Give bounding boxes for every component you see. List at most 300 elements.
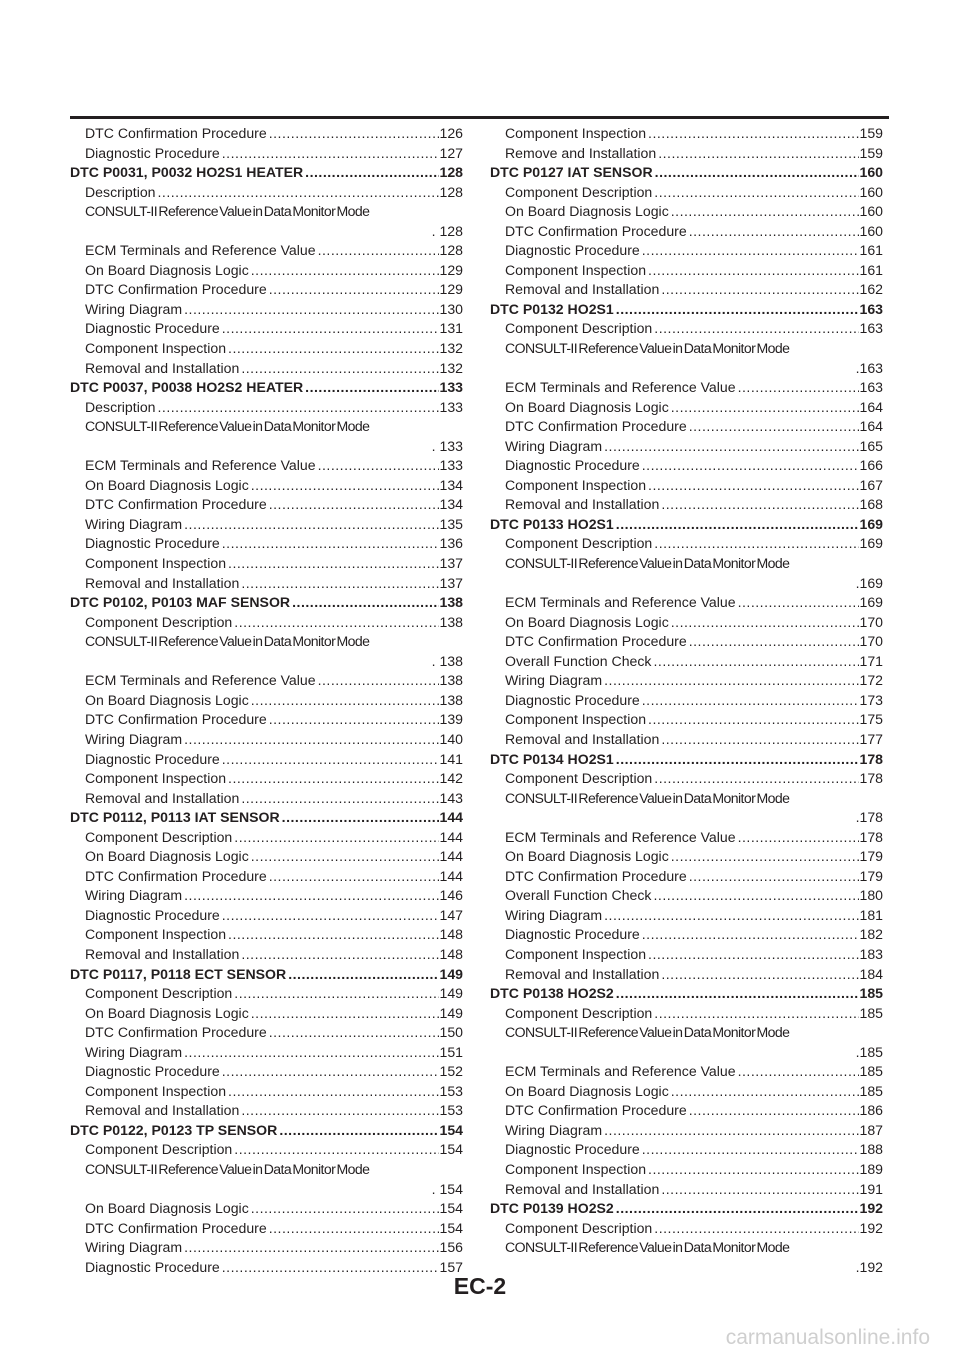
dot-leader <box>232 828 439 848</box>
toc-page-continuation: .178 <box>855 809 883 826</box>
toc-entry-title: Removal and Installation <box>85 1102 240 1119</box>
toc-entry-title: CONSULT-II Reference Value in Data Monitor Mode <box>505 340 790 357</box>
toc-entry-title: DTC P0133 HO2S1 <box>490 515 614 532</box>
toc-entry[interactable] <box>70 144 463 164</box>
dot-leader <box>226 925 439 945</box>
toc-entry-title: Diagnostic Procedure <box>505 691 640 708</box>
toc-entry[interactable] <box>490 339 883 359</box>
toc-entry[interactable] <box>70 261 463 281</box>
toc-page-number: 178 <box>859 770 883 787</box>
toc-page-number: 134 <box>439 496 463 513</box>
toc-page-number: 148 <box>439 926 463 943</box>
toc-entry-title: DTC P0139 HO2S2 <box>490 1200 614 1217</box>
dot-leader <box>280 808 440 828</box>
toc-entry-title: Component Description <box>505 183 653 200</box>
toc-page-number: 179 <box>859 867 883 884</box>
toc-entry[interactable] <box>70 613 463 633</box>
toc-entry-title: Diagnostic Procedure <box>85 906 220 923</box>
toc-entry[interactable] <box>490 222 883 242</box>
toc-entry-title: CONSULT-II Reference Value in Data Monitor Mode <box>505 1239 790 1256</box>
toc-entry[interactable] <box>70 515 463 535</box>
toc-entry[interactable] <box>490 261 883 281</box>
toc-page-number: 153 <box>439 1102 463 1119</box>
toc-entry-title: Diagnostic Procedure <box>85 750 220 767</box>
dot-leader <box>614 984 860 1004</box>
toc-entry[interactable] <box>490 906 883 926</box>
dot-leader <box>303 378 439 398</box>
toc-entry-title: DTC Confirmation Procedure <box>85 496 267 513</box>
toc-entry[interactable] <box>70 769 463 789</box>
toc-entry[interactable] <box>490 632 883 652</box>
toc-page-number: 169 <box>859 535 883 552</box>
dot-leader <box>687 222 860 242</box>
dot-leader <box>267 495 440 515</box>
dot-leader <box>614 750 860 770</box>
toc-page-number: 148 <box>439 945 463 962</box>
toc-entry[interactable] <box>70 1238 463 1258</box>
dot-leader <box>249 1004 440 1024</box>
toc-entry[interactable] <box>70 241 463 261</box>
toc-entry[interactable] <box>490 124 883 144</box>
toc-page-number: 172 <box>859 672 883 689</box>
toc-page-number: 188 <box>859 1141 883 1158</box>
toc-page-number: 168 <box>859 496 883 513</box>
toc-entry[interactable] <box>70 710 463 730</box>
toc-entry[interactable] <box>70 124 463 144</box>
toc-entry[interactable] <box>70 886 463 906</box>
toc-entry-title: Removal and Installation <box>505 281 660 298</box>
toc-entry-title: CONSULT-II Reference Value in Data Monitor Mode <box>505 789 790 806</box>
toc-entry-title: DTC P0132 HO2S1 <box>490 300 614 317</box>
toc-section-heading[interactable] <box>490 515 883 535</box>
toc-page-number: 133 <box>439 457 463 474</box>
toc-entry[interactable] <box>70 574 463 594</box>
toc-entry-title: Removal and Installation <box>85 945 240 962</box>
dot-leader <box>220 534 440 554</box>
dot-leader <box>226 769 439 789</box>
toc-page-number: 144 <box>439 848 463 865</box>
toc-entry[interactable] <box>490 1140 883 1160</box>
dot-leader <box>640 1140 860 1160</box>
toc-page-number: 142 <box>439 770 463 787</box>
dot-leader <box>652 534 859 554</box>
toc-entry[interactable] <box>490 1101 883 1121</box>
dot-leader <box>602 906 859 926</box>
toc-entry[interactable] <box>70 398 463 418</box>
toc-page-number: 132 <box>439 340 463 357</box>
toc-entry[interactable] <box>70 339 463 359</box>
toc-page-number: 137 <box>439 574 463 591</box>
toc-entry[interactable] <box>490 671 883 691</box>
dot-leader <box>687 867 860 887</box>
toc-entry[interactable] <box>490 593 883 613</box>
toc-page-number: 139 <box>439 711 463 728</box>
toc-entry[interactable] <box>70 554 463 574</box>
dot-leader <box>182 300 439 320</box>
toc-page-number: 136 <box>439 535 463 552</box>
toc-entry-title: ECM Terminals and Reference Value <box>505 379 736 396</box>
toc-page-number: 160 <box>859 203 883 220</box>
dot-leader <box>277 1121 439 1141</box>
toc-entry[interactable] <box>490 476 883 496</box>
toc-entry-title: DTC P0117, P0118 ECT SENSOR <box>70 965 287 982</box>
toc-page-number: 128 <box>439 242 463 259</box>
toc-page-number: 133 <box>439 398 463 415</box>
dot-leader <box>651 652 859 672</box>
toc-page-number: 154 <box>439 1121 463 1138</box>
toc-entry[interactable] <box>490 730 883 750</box>
dot-leader <box>614 300 860 320</box>
dot-leader <box>669 202 860 222</box>
toc-entry-title: CONSULT-II Reference Value in Data Monitor Mode <box>85 418 370 435</box>
toc-entry-title: Remove and Installation <box>505 144 657 161</box>
toc-page-number: 187 <box>859 1121 883 1138</box>
toc-entry-title: DTC Confirmation Procedure <box>505 1102 687 1119</box>
toc-entry[interactable] <box>70 789 463 809</box>
toc-section-heading[interactable] <box>70 1121 463 1141</box>
toc-entry[interactable] <box>490 1062 883 1082</box>
toc-entry[interactable] <box>490 534 883 554</box>
dot-leader <box>249 476 440 496</box>
toc-page-number: 151 <box>439 1043 463 1060</box>
dot-leader <box>220 750 440 770</box>
toc-entry-title: DTC Confirmation Procedure <box>85 711 267 728</box>
toc-page-number: 170 <box>859 613 883 630</box>
toc-section-heading[interactable] <box>70 593 463 613</box>
dot-leader <box>646 124 859 144</box>
toc-entry[interactable] <box>70 847 463 867</box>
toc-page-number: 178 <box>859 828 883 845</box>
toc-entry-title: Removal and Installation <box>85 789 240 806</box>
toc-entry-title: Overall Function Check <box>505 652 652 669</box>
toc-page-number: 162 <box>859 281 883 298</box>
toc-page-number: 132 <box>439 359 463 376</box>
toc-entry[interactable] <box>490 319 883 339</box>
toc-entry-title: CONSULT-II Reference Value in Data Monitor Mode <box>85 1160 370 1177</box>
toc-entry[interactable] <box>490 886 883 906</box>
dot-leader <box>652 183 859 203</box>
toc-page-number: 138 <box>439 691 463 708</box>
toc-entry-title: On Board Diagnosis Logic <box>85 261 249 278</box>
toc-entry[interactable] <box>490 613 883 633</box>
toc-entry[interactable] <box>490 1082 883 1102</box>
toc-page-number: 134 <box>439 476 463 493</box>
dot-leader <box>267 867 440 887</box>
dot-leader <box>687 1101 860 1121</box>
dot-leader <box>249 261 440 281</box>
dot-leader <box>316 241 440 261</box>
toc-page-number: 138 <box>439 613 463 630</box>
dot-leader <box>226 554 439 574</box>
toc-page-number: 185 <box>859 1004 883 1021</box>
toc-entry-title: Wiring Diagram <box>505 437 603 454</box>
dot-leader <box>659 280 859 300</box>
toc-entry[interactable] <box>70 1160 463 1180</box>
toc-entry-title: Removal and Installation <box>505 1180 660 1197</box>
toc-section-heading[interactable] <box>490 750 883 770</box>
toc-entry-title: ECM Terminals and Reference Value <box>85 457 316 474</box>
toc-entry[interactable] <box>490 828 883 848</box>
toc-entry-title: On Board Diagnosis Logic <box>505 613 669 630</box>
toc-entry[interactable] <box>70 319 463 339</box>
toc-entry[interactable] <box>70 1101 463 1121</box>
toc-page-number: 138 <box>439 594 463 611</box>
toc-entry[interactable] <box>490 144 883 164</box>
dot-leader <box>156 183 440 203</box>
toc-entry-title: Diagnostic Procedure <box>505 242 640 259</box>
toc-entry[interactable] <box>70 534 463 554</box>
toc-page-number: 133 <box>439 379 463 396</box>
toc-entry[interactable] <box>490 495 883 515</box>
toc-section-heading[interactable] <box>70 163 463 183</box>
toc-entry-title: Removal and Installation <box>505 965 660 982</box>
toc-page-number: 185 <box>859 1063 883 1080</box>
toc-entry-title: Wiring Diagram <box>505 1121 603 1138</box>
toc-entry[interactable] <box>490 456 883 476</box>
toc-entry-title: ECM Terminals and Reference Value <box>85 672 316 689</box>
toc-entry[interactable] <box>490 1180 883 1200</box>
toc-page-number: 149 <box>439 985 463 1002</box>
toc-section-heading[interactable] <box>70 378 463 398</box>
toc-page-number: 179 <box>859 848 883 865</box>
toc-entry[interactable] <box>490 1238 883 1258</box>
dot-leader <box>669 1082 860 1102</box>
toc-entry[interactable] <box>70 906 463 926</box>
dot-leader <box>182 515 439 535</box>
dot-leader <box>651 886 859 906</box>
toc-entry[interactable] <box>490 202 883 222</box>
toc-entry[interactable] <box>490 417 883 437</box>
toc-entry-title: Diagnostic Procedure <box>85 1063 220 1080</box>
toc-entry-title: CONSULT-II Reference Value in Data Monitor Mode <box>85 203 370 220</box>
toc-entry[interactable] <box>70 1140 463 1160</box>
toc-entry[interactable] <box>490 769 883 789</box>
toc-entry[interactable] <box>70 867 463 887</box>
toc-entry[interactable] <box>70 1004 463 1024</box>
toc-entry[interactable] <box>70 671 463 691</box>
toc-entry[interactable] <box>490 183 883 203</box>
toc-entry-title: Removal and Installation <box>505 496 660 513</box>
toc-entry[interactable] <box>490 691 883 711</box>
toc-entry-title: DTC Confirmation Procedure <box>85 867 267 884</box>
toc-page-number: 143 <box>439 789 463 806</box>
dot-leader <box>220 906 440 926</box>
toc-section-heading[interactable] <box>490 1199 883 1219</box>
toc-entry-title: Removal and Installation <box>85 574 240 591</box>
toc-entry-title: Description <box>85 398 156 415</box>
toc-page-number: 154 <box>439 1200 463 1217</box>
toc-page-number: 149 <box>439 1004 463 1021</box>
dot-leader <box>646 945 859 965</box>
toc-entry[interactable] <box>490 1219 883 1239</box>
toc-entry[interactable] <box>70 1199 463 1219</box>
toc-page-number: 181 <box>859 906 883 923</box>
toc-entry[interactable] <box>490 241 883 261</box>
toc-section-heading[interactable] <box>490 984 883 1004</box>
toc-entry-title: On Board Diagnosis Logic <box>85 691 249 708</box>
dot-leader <box>232 984 439 1004</box>
toc-entry-title: Description <box>85 183 156 200</box>
toc-page-number: 129 <box>439 261 463 278</box>
toc-left-column <box>70 124 463 1277</box>
toc-entry[interactable] <box>490 710 883 730</box>
toc-entry[interactable] <box>70 750 463 770</box>
toc-page-number: 182 <box>859 926 883 943</box>
toc-entry[interactable] <box>70 495 463 515</box>
toc-entry[interactable] <box>70 300 463 320</box>
toc-entry-title: Wiring Diagram <box>85 1043 183 1060</box>
toc-entry[interactable] <box>490 1004 883 1024</box>
toc-entry[interactable] <box>70 945 463 965</box>
dot-leader <box>659 1180 859 1200</box>
dot-leader <box>249 691 440 711</box>
dot-leader <box>249 847 440 867</box>
toc-page-number: 177 <box>859 730 883 747</box>
toc-page-number: 169 <box>859 594 883 611</box>
toc-entry[interactable] <box>490 789 883 809</box>
toc-entry-title: Diagnostic Procedure <box>505 457 640 474</box>
toc-entry[interactable] <box>490 1160 883 1180</box>
toc-entry[interactable] <box>70 984 463 1004</box>
toc-page-number: 165 <box>859 437 883 454</box>
toc-page-number: 141 <box>439 750 463 767</box>
toc-entry-title: Wiring Diagram <box>85 515 183 532</box>
toc-entry-title: DTC P0102, P0103 MAF SENSOR <box>70 594 291 611</box>
toc-entry-title: Component Description <box>505 770 653 787</box>
toc-entry[interactable] <box>70 828 463 848</box>
toc-entry[interactable] <box>70 202 463 222</box>
toc-entry-title: Component Inspection <box>85 770 227 787</box>
toc-entry-title: Component Description <box>505 535 653 552</box>
toc-entry[interactable] <box>490 925 883 945</box>
toc-entry-title: Component Inspection <box>505 261 647 278</box>
toc-section-heading[interactable] <box>490 300 883 320</box>
toc-entry[interactable] <box>70 730 463 750</box>
toc-entry[interactable] <box>70 1023 463 1043</box>
toc-entry[interactable] <box>490 437 883 457</box>
dot-leader <box>646 710 859 730</box>
dot-leader <box>220 1062 440 1082</box>
toc-page-number: 129 <box>439 281 463 298</box>
toc-entry-title: DTC Confirmation Procedure <box>85 1219 267 1236</box>
toc-entry-title: DTC Confirmation Procedure <box>85 1024 267 1041</box>
toc-page-number: 144 <box>439 828 463 845</box>
toc-entry-title: DTC P0127 IAT SENSOR <box>490 164 653 181</box>
dot-leader <box>267 124 440 144</box>
dot-leader <box>736 828 860 848</box>
toc-entry-title: Component Description <box>85 985 233 1002</box>
toc-entry-title: ECM Terminals and Reference Value <box>505 594 736 611</box>
toc-entry-title: Diagnostic Procedure <box>505 926 640 943</box>
toc-entry-title: On Board Diagnosis Logic <box>505 203 669 220</box>
toc-entry[interactable] <box>490 398 883 418</box>
toc-entry[interactable] <box>490 945 883 965</box>
toc-entry[interactable] <box>490 378 883 398</box>
toc-entry[interactable] <box>70 417 463 437</box>
toc-entry[interactable] <box>70 691 463 711</box>
toc-page-number: 156 <box>439 1239 463 1256</box>
toc-page-number: 160 <box>859 183 883 200</box>
toc-entry[interactable] <box>70 1219 463 1239</box>
toc-entry-title: Component Inspection <box>85 1082 227 1099</box>
dot-leader <box>653 163 860 183</box>
toc-entry[interactable] <box>70 359 463 379</box>
toc-page-number: 163 <box>859 320 883 337</box>
dot-leader <box>239 574 439 594</box>
toc-page-continuation: . 128 <box>431 222 463 239</box>
dot-leader <box>602 671 859 691</box>
toc-entry-title: ECM Terminals and Reference Value <box>85 242 316 259</box>
toc-entry[interactable] <box>490 280 883 300</box>
toc-section-heading[interactable] <box>490 163 883 183</box>
toc-page-continuation: . 154 <box>431 1180 463 1197</box>
toc-entry[interactable] <box>70 1062 463 1082</box>
toc-page-number: 157 <box>439 1258 463 1275</box>
dot-leader <box>267 710 440 730</box>
dot-leader <box>669 847 860 867</box>
toc-entry[interactable] <box>490 867 883 887</box>
toc-entry[interactable] <box>490 965 883 985</box>
toc-entry[interactable] <box>70 280 463 300</box>
toc-entry[interactable] <box>490 1121 883 1141</box>
toc-entry-title: On Board Diagnosis Logic <box>505 848 669 865</box>
toc-entry[interactable] <box>70 632 463 652</box>
dot-leader <box>659 730 859 750</box>
toc-page-number: 184 <box>859 965 883 982</box>
toc-page-number: 147 <box>439 906 463 923</box>
toc-entry-title: On Board Diagnosis Logic <box>85 1004 249 1021</box>
dot-leader <box>659 495 859 515</box>
dot-leader <box>602 1121 859 1141</box>
toc-entry[interactable] <box>70 183 463 203</box>
dot-leader <box>226 339 439 359</box>
toc-page-number: 173 <box>859 691 883 708</box>
dot-leader <box>182 1238 439 1258</box>
toc-entry-title: Component Inspection <box>505 476 647 493</box>
dot-leader <box>736 378 860 398</box>
toc-entry[interactable] <box>490 652 883 672</box>
toc-page-number: 154 <box>439 1141 463 1158</box>
toc-page-number: 192 <box>859 1200 883 1217</box>
toc-entry[interactable] <box>490 847 883 867</box>
toc-page-number: 164 <box>859 398 883 415</box>
toc-entry[interactable] <box>70 1082 463 1102</box>
toc-section-heading[interactable] <box>70 808 463 828</box>
toc-entry-title: Removal and Installation <box>505 730 660 747</box>
toc-entry[interactable] <box>70 1043 463 1063</box>
toc-page-number: 183 <box>859 945 883 962</box>
toc-entry[interactable] <box>70 456 463 476</box>
watermark: carmanualsonline.info <box>725 1326 930 1349</box>
dot-leader <box>267 1023 440 1043</box>
toc-page-number: 153 <box>439 1082 463 1099</box>
toc-entry-title: Component Inspection <box>505 1160 647 1177</box>
toc-entry-title: Overall Function Check <box>505 887 652 904</box>
dot-leader <box>239 359 439 379</box>
toc-section-heading[interactable] <box>70 965 463 985</box>
dot-leader <box>687 417 860 437</box>
toc-entry[interactable] <box>490 1023 883 1043</box>
toc-page-number: 160 <box>859 222 883 239</box>
toc-page-number: 144 <box>439 867 463 884</box>
toc-page-number: 185 <box>859 985 883 1002</box>
toc-entry-title: DTC P0031, P0032 HO2S1 HEATER <box>70 164 304 181</box>
toc-entry[interactable] <box>70 925 463 945</box>
dot-leader <box>316 456 440 476</box>
toc-entry[interactable] <box>70 476 463 496</box>
toc-page-number: 130 <box>439 300 463 317</box>
toc-entry[interactable] <box>490 554 883 574</box>
